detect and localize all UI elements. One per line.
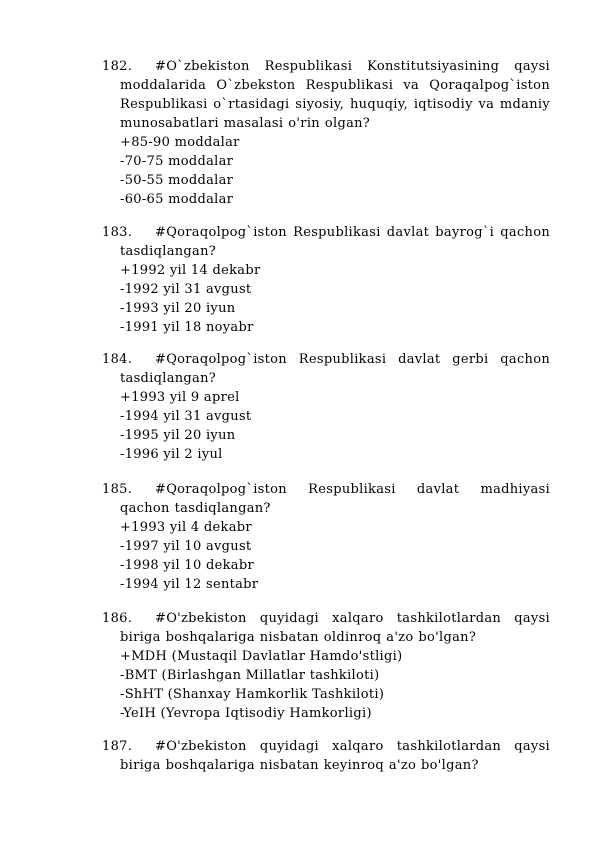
answer-list <box>102 261 550 337</box>
question-text: #O'zbekiston quyidagi xalqaro tashkilotlardan qaysi biriga boshqalariga nisbatan keyinroq a'zo bo'lgan? <box>120 739 550 773</box>
answer-option: +1992 yil 14 dekabr <box>120 263 261 278</box>
answer-option: -1998 yil 10 dekabr <box>120 558 254 573</box>
answer-option: -ShHT (Shanxay Hamkorlik Tashkiloti) <box>120 687 385 702</box>
answer-option: -1991 yil 18 noyabr <box>120 320 254 335</box>
answer-option: -1995 yil 20 iyun <box>120 428 236 443</box>
question-number: 184. <box>102 352 133 367</box>
answer-option: +85-90 moddalar <box>120 135 240 150</box>
answer-list <box>102 388 550 464</box>
question-number: 183. <box>102 225 133 240</box>
answer-option: -60-65 moddalar <box>120 192 234 207</box>
answer-option: -YeIH (Yevropa Iqtisodiy Hamkorligi) <box>120 706 372 721</box>
answer-option: -70-75 moddalar <box>120 154 234 169</box>
question-number: 182. <box>102 59 133 74</box>
question-text: #O`zbekiston Respublikasi Konstitutsiyasining qaysi moddalarida O`zbekston Respublikasi va Qoraqalpog`iston Respublikasi o`rtasidagi siyosiy, huquqiy, iqtisodiy va mdaniy munosabatlari masalasi o'rin olgan? <box>120 59 550 131</box>
question-185 <box>102 480 550 594</box>
answer-option: +MDH (Mustaqil Davlatlar Hamdo'stligi) <box>120 649 403 664</box>
question-text: #Qoraqolpog`iston Respublikasi davlat gerbi qachon tasdiqlangan? <box>120 352 550 386</box>
answer-option: -50-55 moddalar <box>120 173 234 188</box>
answer-option: -1992 yil 31 avgust <box>120 282 252 297</box>
question-number: 187. <box>102 739 133 754</box>
question-186 <box>102 609 550 723</box>
answer-list <box>102 647 550 723</box>
answer-list <box>102 518 550 594</box>
question-187 <box>102 737 550 775</box>
answer-option: -1993 yil 20 iyun <box>120 301 236 316</box>
question-183 <box>102 223 550 337</box>
answer-option: -BMT (Birlashgan Millatlar tashkiloti) <box>120 668 380 683</box>
answer-option: -1994 yil 12 sentabr <box>120 577 259 592</box>
answer-option: +1993 yil 9 aprel <box>120 390 240 405</box>
question-text: #Qoraqolpog`iston Respublikasi davlat bayrog`i qachon tasdiqlangan? <box>120 225 550 259</box>
answer-option: -1996 yil 2 iyul <box>120 447 223 462</box>
answer-option: -1997 yil 10 avgust <box>120 539 252 554</box>
answer-list <box>102 133 550 209</box>
question-text: #Qoraqolpog`iston Respublikasi davlat madhiyasi qachon tasdiqlangan? <box>120 482 550 516</box>
question-number: 185. <box>102 482 133 497</box>
question-text: #O'zbekiston quyidagi xalqaro tashkilotlardan qaysi biriga boshqalariga nisbatan oldinroq a'zo bo'lgan? <box>120 611 550 645</box>
question-182 <box>102 57 550 209</box>
question-number: 186. <box>102 611 133 626</box>
question-184 <box>102 350 550 464</box>
answer-option: -1994 yil 31 avgust <box>120 409 252 424</box>
answer-option: +1993 yil 4 dekabr <box>120 520 252 535</box>
